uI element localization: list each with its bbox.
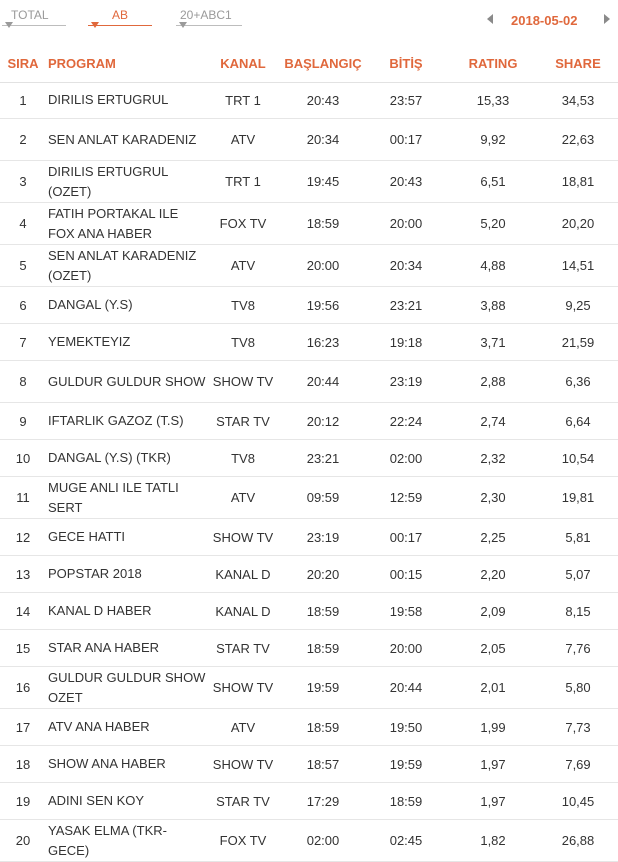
cell-rating: 2,05: [480, 640, 506, 656]
column-header-program[interactable]: PROGRAM: [48, 56, 116, 71]
cell-kanal: TV8: [231, 450, 255, 466]
cell-share: 26,88: [561, 833, 595, 848]
cell-sira: 17: [15, 719, 31, 735]
cell-sira: 13: [15, 566, 31, 582]
cell-share: 20,20: [561, 216, 595, 231]
cell-rating: 2,20: [480, 566, 506, 582]
cell-share: 5,81: [565, 529, 591, 545]
cell-rating: 3,88: [480, 297, 506, 313]
table-row[interactable]: [0, 746, 618, 783]
cell-program: DIRILIS ERTUGRUL (OZET): [48, 163, 168, 199]
cell-rating: 2,74: [480, 413, 506, 429]
cell-sira: 8: [19, 374, 27, 389]
cell-bitis: 00:15: [389, 566, 423, 582]
cell-bitis: 00:17: [389, 132, 423, 147]
cell-rating: 1,82: [480, 833, 506, 848]
cell-bitis: 18:59: [389, 793, 423, 809]
tab-label: 20+ABC1: [180, 8, 232, 22]
cell-program: ATV ANA HABER: [48, 719, 150, 734]
cell-bitis: 23:19: [389, 374, 423, 389]
cell-rating: 2,25: [480, 529, 506, 545]
cell-bitis: 19:59: [389, 756, 423, 772]
cell-baslangic: 23:21: [306, 450, 340, 466]
cell-baslangic: 20:34: [306, 132, 340, 147]
cell-program: YEMEKTEYIZ: [48, 334, 131, 349]
cell-sira: 18: [15, 756, 31, 772]
cell-rating: 2,32: [480, 450, 506, 466]
cell-bitis: 20:00: [389, 216, 423, 231]
cell-kanal: FOX TV: [219, 833, 267, 848]
cell-kanal: ATV: [230, 132, 256, 147]
cell-program: MUGE ANLI ILE TATLI SERT: [48, 479, 179, 515]
cell-program: KANAL D HABER: [48, 603, 152, 618]
column-header-bitis[interactable]: BİTİŞ: [389, 56, 423, 71]
table-row[interactable]: [0, 403, 618, 440]
cell-baslangic: 23:19: [306, 529, 340, 545]
cell-kanal: STAR TV: [216, 793, 270, 809]
cell-program: GULDUR GULDUR SHOW OZET: [48, 669, 206, 705]
cell-program: DIRILIS ERTUGRUL: [48, 92, 169, 107]
cell-program: YASAK ELMA (TKR-GECE): [48, 822, 167, 858]
cell-sira: 20: [15, 833, 31, 848]
cell-program: STAR ANA HABER: [48, 640, 160, 655]
cell-baslangic: 20:44: [306, 374, 340, 389]
prev-date-icon[interactable]: [487, 14, 493, 24]
cell-sira: 5: [19, 258, 27, 273]
cell-program: SEN ANLAT KARADENIZ (OZET): [48, 247, 197, 283]
cell-sira: 19: [15, 793, 31, 809]
cell-program: IFTARLIK GAZOZ (T.S): [48, 413, 184, 428]
date-selector[interactable]: 2018-05-02: [511, 13, 578, 28]
table-row[interactable]: [0, 667, 618, 709]
cell-rating: 15,33: [476, 92, 510, 108]
cell-baslangic: 18:57: [306, 756, 340, 772]
cell-bitis: 23:57: [389, 92, 423, 108]
cell-kanal: STAR TV: [216, 640, 270, 656]
cell-kanal: ATV: [230, 719, 256, 735]
cell-baslangic: 16:23: [306, 334, 340, 350]
cell-sira: 16: [15, 680, 31, 695]
cell-kanal: SHOW TV: [212, 374, 274, 389]
table-row[interactable]: [0, 477, 618, 519]
cell-sira: 9: [19, 413, 27, 429]
table-row[interactable]: [0, 440, 618, 477]
cell-baslangic: 20:20: [306, 566, 340, 582]
cell-kanal: TRT 1: [225, 174, 261, 189]
column-header-rating[interactable]: RATING: [468, 56, 518, 71]
cell-baslangic: 19:56: [306, 297, 340, 313]
cell-share: 6,64: [565, 413, 591, 429]
cell-share: 14,51: [561, 258, 595, 273]
table-row[interactable]: [0, 203, 618, 245]
cell-kanal: TV8: [231, 334, 255, 350]
tab-ab[interactable]: [88, 8, 152, 30]
cell-sira: 7: [19, 334, 27, 350]
cell-share: 18,81: [561, 174, 595, 189]
cell-rating: 3,71: [480, 334, 506, 350]
column-header-share[interactable]: SHARE: [555, 56, 601, 71]
cell-baslangic: 18:59: [306, 216, 340, 231]
table-row[interactable]: [0, 287, 618, 324]
cell-kanal: ATV: [230, 258, 256, 273]
table-row[interactable]: [0, 324, 618, 361]
cell-baslangic: 19:59: [306, 680, 340, 695]
cell-kanal: SHOW TV: [212, 680, 274, 695]
cell-sira: 4: [19, 216, 27, 231]
cell-rating: 1,99: [480, 719, 506, 735]
cell-bitis: 19:18: [389, 334, 423, 350]
cell-bitis: 20:43: [389, 174, 423, 189]
cell-bitis: 20:00: [389, 640, 423, 656]
cell-bitis: 02:00: [389, 450, 423, 466]
cell-sira: 6: [19, 297, 27, 313]
cell-kanal: FOX TV: [219, 216, 267, 231]
cell-bitis: 00:17: [389, 529, 423, 545]
table-row[interactable]: [0, 556, 618, 593]
cell-baslangic: 20:43: [306, 92, 340, 108]
cell-baslangic: 20:00: [306, 258, 340, 273]
cell-kanal: SHOW TV: [212, 756, 274, 772]
table-row[interactable]: [0, 519, 618, 556]
cell-bitis: 20:34: [389, 258, 423, 273]
cell-kanal: TRT 1: [225, 92, 261, 108]
cell-sira: 15: [15, 640, 31, 656]
cell-baslangic: 09:59: [306, 490, 340, 505]
cell-baslangic: 19:45: [306, 174, 340, 189]
cell-rating: 4,88: [480, 258, 506, 273]
cell-program: GULDUR GULDUR SHOW: [48, 373, 206, 389]
cell-share: 5,80: [565, 680, 591, 695]
cell-share: 8,15: [565, 603, 591, 619]
cell-program: SHOW ANA HABER: [48, 756, 166, 771]
cell-program: POPSTAR 2018: [48, 566, 142, 581]
cell-sira: 11: [16, 490, 30, 505]
table-row[interactable]: [0, 161, 618, 203]
cell-bitis: 19:50: [389, 719, 423, 735]
cell-kanal: TV8: [231, 297, 255, 313]
cell-share: 5,07: [565, 566, 591, 582]
cell-rating: 2,30: [480, 490, 506, 505]
tab-20-abc1[interactable]: [176, 8, 242, 30]
cell-baslangic: 18:59: [306, 640, 340, 656]
tab-label: TOTAL: [11, 8, 49, 22]
cell-kanal: STAR TV: [216, 413, 270, 429]
cell-rating: 6,51: [480, 174, 506, 189]
cell-baslangic: 20:12: [306, 413, 340, 429]
cell-share: 21,59: [561, 334, 595, 350]
cell-share: 22,63: [561, 132, 595, 147]
cell-sira: 1: [19, 92, 27, 108]
cell-sira: 12: [15, 529, 31, 545]
tab-label: AB: [112, 8, 129, 22]
cell-rating: 2,09: [480, 603, 506, 619]
cell-sira: 2: [19, 132, 27, 147]
cell-share: 7,76: [565, 640, 591, 656]
cell-program: DANGAL (Y.S) (TKR): [48, 450, 171, 465]
cell-bitis: 23:21: [389, 297, 423, 313]
cell-share: 7,69: [565, 756, 591, 772]
cell-share: 10,54: [561, 450, 595, 466]
cell-bitis: 22:24: [389, 413, 423, 429]
cell-baslangic: 02:00: [306, 833, 340, 848]
table-header: [0, 44, 618, 83]
cell-bitis: 02:45: [389, 833, 423, 848]
cell-kanal: KANAL D: [215, 566, 271, 582]
cell-rating: 1,97: [480, 756, 506, 772]
cell-program: ADINI SEN KOY: [48, 793, 145, 808]
caret-down-icon: [5, 22, 13, 28]
cell-sira: 14: [15, 603, 31, 619]
cell-program: FATIH PORTAKAL ILE FOX ANA HABER: [48, 205, 179, 241]
table-row[interactable]: [0, 709, 618, 746]
cell-share: 10,45: [561, 793, 595, 809]
table-row[interactable]: [0, 593, 618, 630]
cell-share: 34,53: [561, 92, 595, 108]
tab-total[interactable]: [2, 8, 66, 30]
next-date-icon[interactable]: [604, 14, 610, 24]
cell-kanal: ATV: [230, 490, 256, 505]
cell-share: 19,81: [561, 490, 595, 505]
cell-sira: 3: [19, 174, 27, 189]
top-bar: [0, 0, 618, 44]
column-header-baslangic[interactable]: BAŞLANGIÇ: [284, 56, 362, 71]
table-row[interactable]: [0, 361, 618, 403]
cell-bitis: 19:58: [389, 603, 423, 619]
cell-rating: 5,20: [480, 216, 506, 231]
cell-program: DANGAL (Y.S): [48, 297, 133, 312]
table-row[interactable]: [0, 630, 618, 667]
cell-rating: 2,88: [480, 374, 506, 389]
column-header-sira[interactable]: SIRA: [7, 56, 39, 71]
cell-share: 9,25: [565, 297, 591, 313]
table-row[interactable]: [0, 119, 618, 161]
table-row[interactable]: [0, 820, 618, 862]
caret-down-icon: [91, 22, 99, 28]
caret-down-icon: [179, 22, 187, 28]
cell-bitis: 20:44: [389, 680, 423, 695]
table-row[interactable]: [0, 82, 618, 119]
cell-baslangic: 18:59: [306, 719, 340, 735]
cell-share: 7,73: [565, 719, 591, 735]
column-header-kanal[interactable]: KANAL: [220, 56, 266, 71]
cell-share: 6,36: [565, 374, 591, 389]
table-row[interactable]: [0, 245, 618, 287]
cell-baslangic: 17:29: [306, 793, 340, 809]
cell-program: GECE HATTI: [48, 529, 126, 544]
cell-kanal: KANAL D: [215, 603, 271, 619]
cell-baslangic: 18:59: [306, 603, 340, 619]
cell-rating: 2,01: [480, 680, 506, 695]
cell-program: SEN ANLAT KARADENIZ: [48, 131, 197, 147]
cell-sira: 10: [15, 450, 31, 466]
cell-rating: 1,97: [480, 793, 506, 809]
table-row[interactable]: [0, 783, 618, 820]
cell-bitis: 12:59: [389, 490, 423, 505]
cell-kanal: SHOW TV: [212, 529, 274, 545]
cell-rating: 9,92: [480, 132, 506, 147]
